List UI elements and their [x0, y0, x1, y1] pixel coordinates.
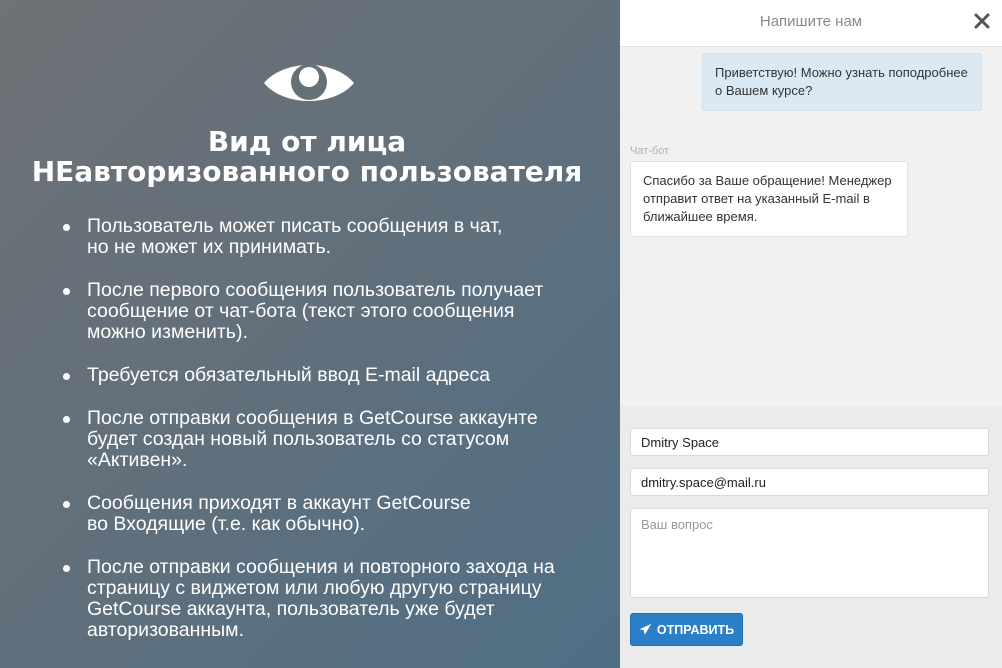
page-title — [0, 127, 614, 187]
question-field[interactable] — [630, 508, 989, 598]
user-message: Приветствую! Можно узнать поподробнее о Вашем курсе? — [702, 53, 982, 111]
contact-form — [620, 406, 1002, 668]
widget-header — [620, 0, 1002, 47]
bot-message: Спасибо за Ваше обращение! Менеджер отправит ответ на указанный E-mail в ближайшее время. — [630, 161, 908, 237]
send-label: ОТПРАВИТЬ — [656, 622, 735, 637]
feature-item: Пользователь может писать сообщения в чат, но не может их принимать. — [58, 216, 507, 258]
feature-list — [58, 216, 598, 663]
paper-plane-icon — [639, 623, 652, 636]
feature-item: После первого сообщения пользователь получает сообщение от чат-бота (текст этого сообщения можно изменить). — [58, 280, 557, 343]
feature-item: После отправки сообщения и повторного захода на страницу с виджетом или любую другую страницу GetCourse аккаунта, пользователь уже будет авторизованным. — [58, 557, 587, 641]
widget-title: Напишите нам — [759, 13, 863, 30]
send-button[interactable] — [630, 613, 743, 646]
chat-widget — [620, 0, 1002, 668]
title-line-2: НЕавторизованного пользователя — [31, 155, 583, 188]
eye-icon — [262, 57, 356, 109]
feature-item: Требуется обязательный ввод E-mail адреса — [58, 365, 598, 386]
bot-label: Чат-бот — [630, 145, 670, 157]
feature-item: Сообщения приходят в аккаунт GetCourse во Входящие (т.е. как обычно). — [58, 493, 487, 535]
name-field[interactable] — [630, 428, 989, 456]
feature-item: После отправки сообщения в GetCourse аккаунте будет создан новый пользователь со статусом «Активен». — [58, 408, 557, 471]
close-icon[interactable] — [972, 11, 992, 31]
email-field[interactable] — [630, 468, 989, 496]
title-line-1: Вид от лица — [207, 125, 407, 158]
